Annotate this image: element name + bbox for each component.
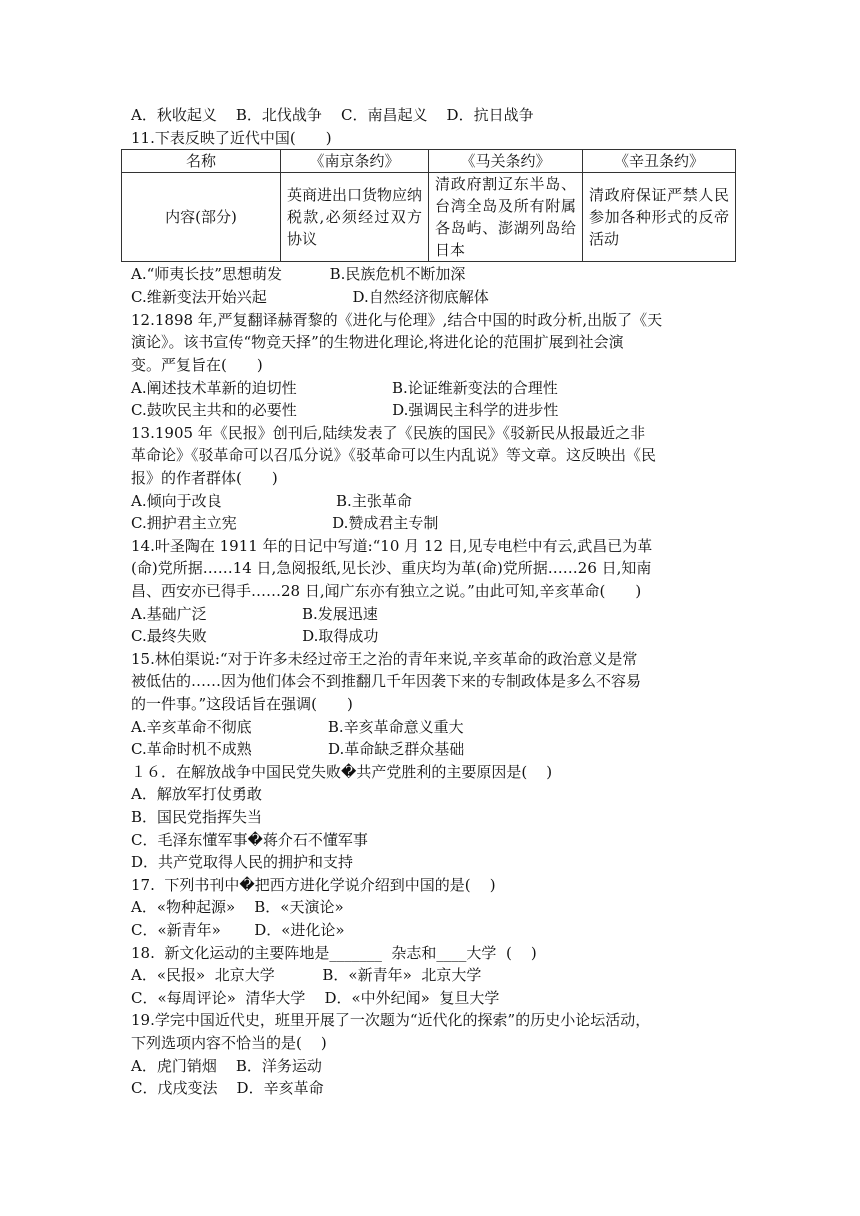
q11-options-cd: C.维新变法开始兴起 D.自然经济彻底解体 <box>131 288 489 306</box>
q12-stem: 变。严复旨在( ) <box>131 356 263 374</box>
q14-stem: 14.叶圣陶在 1911 年的日记中写道:“10 月 12 日,见专电栏中有云,武昌已为革 <box>131 537 653 555</box>
q17-options-cd: C．«新青年» D．«进化论» <box>131 921 345 939</box>
table-cell: 清政府割辽东半岛、台湾全岛及所有附属各岛屿、澎湖列岛给日本 <box>429 173 583 262</box>
q11-stem: 11.下表反映了近代中国( ) <box>131 129 332 147</box>
q16-option-d: D．共产党取得人民的拥护和支持 <box>131 853 354 871</box>
q15-stem: 15.林伯渠说:“对于许多未经过帝王之治的青年来说,辛亥革命的政治意义是常 <box>131 650 638 668</box>
q13-stem: 13.1905 年《民报》创刊后,陆续发表了《民族的国民》《驳新民从报最近之非 <box>131 424 646 442</box>
q18-stem: 18. 新文化运动的主要阵地是_______ 杂志和____大学 ( ) <box>131 944 537 962</box>
q16-option-b: B．国民党指挥失当 <box>131 808 263 826</box>
q15-options-ab: A.辛亥革命不彻底 B.辛亥革命意义重大 <box>131 718 464 736</box>
q16-option-a: A．解放军打仗勇敢 <box>131 785 262 803</box>
q13-stem: 报》的作者群体( ) <box>131 469 278 487</box>
q13-options-cd: C.拥护君主立宪 D.赞成君主专制 <box>131 514 439 532</box>
q17-options-ab: A．«物种起源» B．«天演论» <box>131 898 344 916</box>
table-header-cell: 名称 <box>122 150 281 173</box>
table-header-cell: 《辛丑条约》 <box>583 150 736 173</box>
q19-options-ab: A．虎门销烟 B．洋务运动 <box>131 1057 322 1075</box>
q14-stem: (命)党所据……14 日,急阅报纸,见长沙、重庆均为革(命)党所据……26 日,知南 <box>131 559 652 577</box>
q16-stem: １６．在解放战争中国民党失败�共产党胜利的主要原因是( ) <box>131 763 553 781</box>
q15-stem: 被低估的……因为他们体会不到推翻几千年因袭下来的专制政体是多么不容易 <box>131 672 642 690</box>
q18-options-ab: A．«民报» 北京大学 B．«新青年» 北京大学 <box>131 966 482 984</box>
q12-stem: 12.1898 年,严复翻译赫胥黎的《进化与伦理》,结合中国的时政分析,出版了《天 <box>131 311 663 329</box>
q12-options-ab: A.阐述技术革新的迫切性 B.论证维新变法的合理性 <box>131 379 558 397</box>
q14-options-ab: A.基础广泛 B.发展迅速 <box>131 605 378 623</box>
q11-treaty-table <box>121 149 736 262</box>
table-header-row <box>122 150 736 173</box>
table-header-cell: 《马关条约》 <box>429 150 583 173</box>
q15-stem: 的一件事。”这段话旨在强调( ) <box>131 695 353 713</box>
q11-options-ab: A.“师夷长技”思想萌发 B.民族危机不断加深 <box>131 265 466 283</box>
table-row <box>122 173 736 262</box>
q16-option-c: C．毛泽东懂军事�蒋介石不懂军事 <box>131 831 368 849</box>
q12-options-cd: C.鼓吹民主共和的必要性 D.强调民主科学的进步性 <box>131 401 559 419</box>
q15-options-cd: C.革命时机不成熟 D.革命缺乏群众基础 <box>131 740 465 758</box>
q19-stem: 下列选项内容不恰当的是( ) <box>131 1034 327 1052</box>
q18-options-cd: C．«每周评论» 清华大学 D．«中外纪闻» 复旦大学 <box>131 989 500 1007</box>
table-header-cell: 《南京条约》 <box>281 150 429 173</box>
q13-stem: 革命论》《驳革命可以召瓜分说》《驳革命可以生内乱说》等文章。这反映出《民 <box>131 446 657 464</box>
q14-options-cd: C.最终失败 D.取得成功 <box>131 627 379 645</box>
table-row-label: 内容(部分) <box>122 173 281 262</box>
q13-options-ab: A.倾向于改良 B.主张革命 <box>131 492 412 510</box>
table-cell: 英商进出口货物应纳税款,必须经过双方协议 <box>281 173 429 262</box>
q19-options-cd: C．戊戌变法 D．辛亥革命 <box>131 1079 324 1097</box>
table-cell: 清政府保证严禁人民参加各种形式的反帝活动 <box>583 173 736 262</box>
q17-stem: 17. 下列书刊中�把西方进化学说介绍到中国的是( ) <box>131 876 496 894</box>
q10-options: A．秋收起义 B．北伐战争 C．南昌起义 D．抗日战争 <box>131 106 534 124</box>
q14-stem: 昌、西安亦已得手……28 日,闻广东亦有独立之说。”由此可知,辛亥革命( ) <box>131 582 642 600</box>
q12-stem: 演论》。该书宣传“物竞天择”的生物进化理论,将进化论的范围扩展到社会演 <box>131 333 624 351</box>
q19-stem: 19.学完中国近代史，班里开展了一次题为“近代化的探索”的历史小论坛活动， <box>131 1011 651 1029</box>
